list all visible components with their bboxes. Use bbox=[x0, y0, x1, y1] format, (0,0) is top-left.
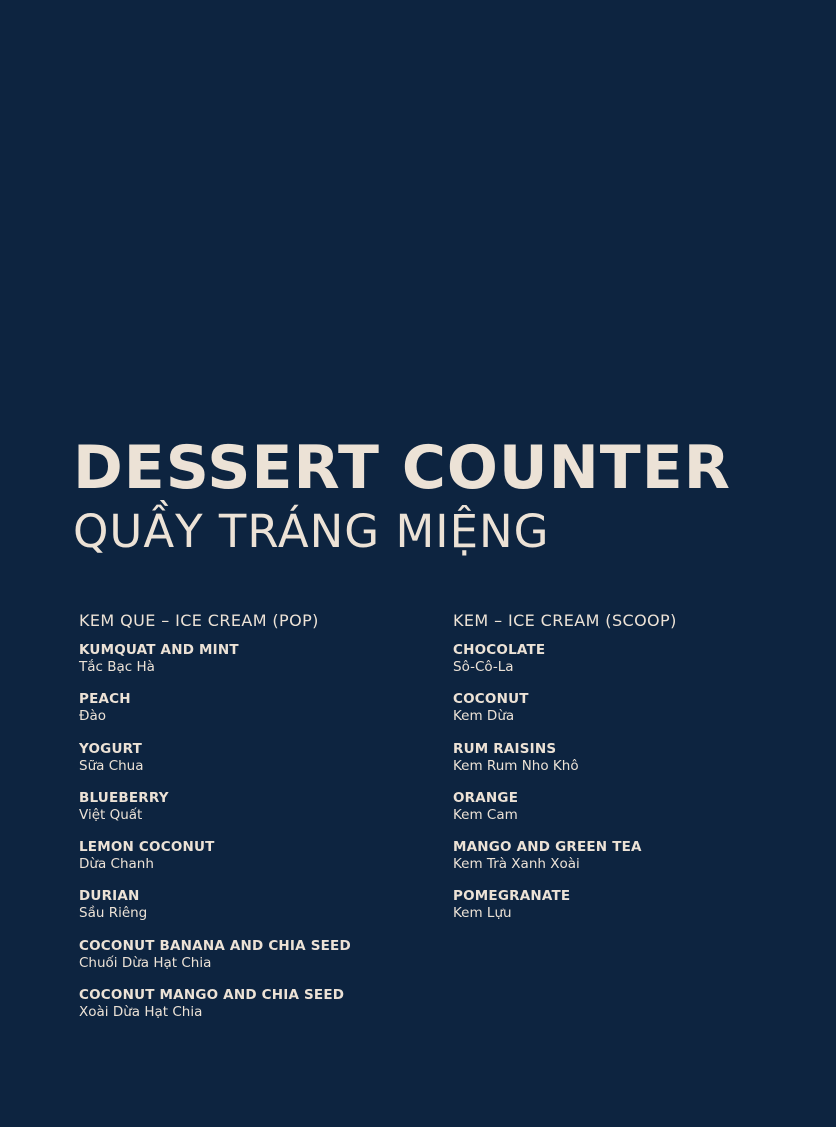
menu-item-name: KUMQUAT AND MINT bbox=[79, 642, 239, 658]
menu-item-name: PEACH bbox=[79, 691, 131, 708]
menu-item-translation: Kem Dừa bbox=[453, 708, 515, 725]
menu-item-translation: Đào bbox=[79, 708, 106, 725]
menu-item bbox=[79, 691, 439, 740]
menu-item bbox=[453, 642, 813, 691]
menu-item-name: COCONUT bbox=[453, 691, 529, 708]
menu-item-name: ORANGE bbox=[453, 789, 519, 806]
menu-item bbox=[453, 839, 813, 888]
menu-item-translation: Sữa Chua bbox=[79, 757, 144, 774]
menu-item bbox=[79, 888, 439, 937]
menu-item-name: RUM RAISINS bbox=[453, 740, 557, 757]
menu-item-translation: Kem Lựu bbox=[453, 905, 512, 922]
page-subtitle: QUẦY TRÁNG MIỆNG bbox=[73, 505, 550, 558]
section-heading: KEM – ICE CREAM (SCOOP) bbox=[453, 611, 677, 630]
menu-item bbox=[453, 888, 813, 937]
section-heading: KEM QUE – ICE CREAM (POP) bbox=[79, 611, 319, 630]
section-ice-cream-pop bbox=[79, 610, 439, 1036]
menu-item-translation: Dừa Chanh bbox=[79, 856, 154, 873]
menu-item bbox=[79, 642, 439, 691]
menu-item bbox=[453, 691, 813, 740]
menu-item bbox=[79, 839, 439, 888]
menu-item-translation: Chuối Dừa Hạt Chia bbox=[79, 954, 212, 971]
menu-item bbox=[453, 790, 813, 839]
menu-item-translation: Sầu Riêng bbox=[79, 905, 148, 922]
menu-item-name: MANGO AND GREEN TEA bbox=[453, 839, 642, 856]
section-ice-cream-scoop bbox=[453, 610, 813, 938]
menu-item-translation: Kem Cam bbox=[453, 806, 518, 823]
menu-item-translation: Xoài Dừa Hạt Chia bbox=[79, 1004, 203, 1021]
menu-item bbox=[79, 790, 439, 839]
menu-item-name: COCONUT MANGO AND CHIA SEED bbox=[79, 987, 345, 1004]
title-block bbox=[73, 432, 793, 562]
menu-item-translation: Việt Quất bbox=[79, 806, 143, 823]
menu-item-translation: Sô-Cô-La bbox=[453, 659, 514, 675]
menu-item-translation: Tắc Bạc Hà bbox=[79, 659, 155, 675]
menu-item-name: BLUEBERRY bbox=[79, 789, 169, 806]
menu-item-name: YOGURT bbox=[79, 740, 143, 757]
menu-item bbox=[79, 987, 439, 1036]
menu-item-translation: Kem Rum Nho Khô bbox=[453, 757, 579, 774]
menu-item bbox=[79, 741, 439, 790]
menu-item-name: POMEGRANATE bbox=[453, 888, 571, 905]
menu-item-translation: Kem Trà Xanh Xoài bbox=[453, 856, 580, 873]
menu-item-name: LEMON COCONUT bbox=[79, 839, 215, 856]
menu-item-name: CHOCOLATE bbox=[453, 642, 546, 658]
menu-item bbox=[79, 938, 439, 987]
menu-item-name: DURIAN bbox=[79, 888, 140, 905]
menu-item bbox=[453, 741, 813, 790]
page-title: DESSERT COUNTER bbox=[73, 433, 731, 503]
menu-item-name: COCONUT BANANA AND CHIA SEED bbox=[79, 937, 351, 954]
